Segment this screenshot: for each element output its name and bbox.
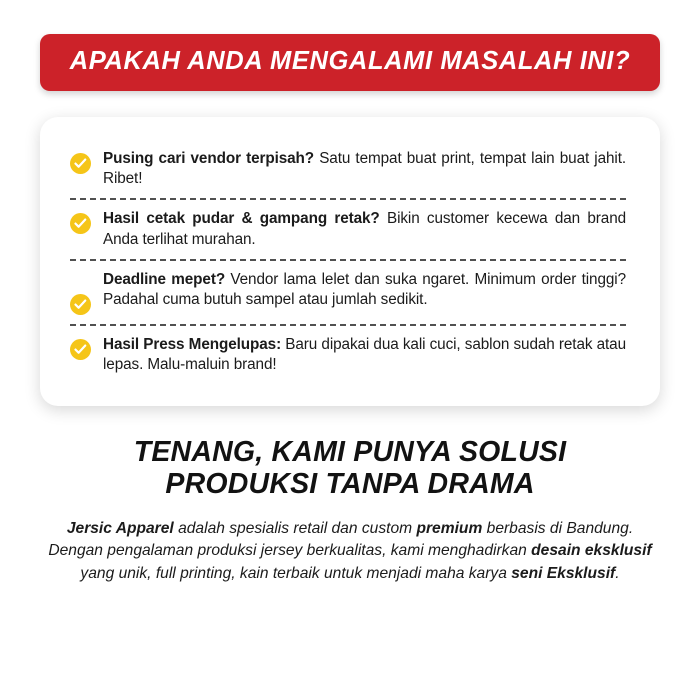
list-item bbox=[70, 270, 626, 315]
brand-name: Jersic Apparel bbox=[66, 520, 174, 538]
list-item-rest: Satu tempat buat print, tempat lain buat jahit. Ribet! bbox=[103, 149, 626, 188]
desc-seg7: seni Eksklusif bbox=[511, 564, 616, 582]
solution-heading bbox=[40, 436, 660, 500]
problem-list-card bbox=[40, 117, 660, 406]
list-item-emphasis: Deadline mepet? bbox=[103, 271, 226, 289]
check-icon bbox=[70, 339, 91, 360]
solution-heading-line2: PRODUKSI TANPA DRAMA bbox=[165, 468, 535, 501]
list-item-emphasis: Hasil cetak pudar & gampang retak? bbox=[103, 210, 380, 228]
check-icon bbox=[70, 153, 91, 174]
list-item bbox=[70, 335, 626, 376]
desc-seg6: yang unik, full printing, kain terbaik untuk menjadi maha karya bbox=[80, 564, 512, 582]
list-item-text bbox=[103, 149, 626, 190]
divider bbox=[70, 198, 626, 200]
desc-seg4: berbasis di Bandung. Dengan pengalaman produksi jersey berkualitas, kami menghadirkan bbox=[48, 520, 634, 560]
list-item-text bbox=[103, 270, 626, 311]
desc-seg3: premium bbox=[416, 520, 483, 538]
divider bbox=[70, 259, 626, 261]
banner-title: APAKAH ANDA MENGALAMI MASALAH INI? bbox=[69, 47, 631, 75]
list-item bbox=[70, 149, 626, 190]
desc-seg5: desain eksklusif bbox=[531, 542, 652, 560]
desc-seg8: . bbox=[615, 564, 620, 582]
list-item-rest: Baru dipakai dua kali cuci, sablon sudah retak atau lepas. Malu-maluin brand! bbox=[103, 336, 626, 374]
list-item-rest: Vendor lama lelet dan suka ngaret. Minimum order tinggi? Padahal cuma butuh sampel atau jumlah sedikit. bbox=[103, 271, 626, 309]
list-item-text bbox=[103, 335, 626, 376]
list-item-emphasis: Hasil Press Mengelupas: bbox=[103, 336, 282, 354]
solution-heading-line1: TENANG, KAMI PUNYA SOLUSI bbox=[133, 435, 567, 468]
check-icon bbox=[70, 294, 91, 315]
list-item bbox=[70, 209, 626, 250]
check-icon bbox=[70, 213, 91, 234]
divider bbox=[70, 324, 626, 326]
company-description bbox=[40, 518, 660, 584]
list-item-emphasis: Pusing cari vendor terpisah? bbox=[103, 149, 315, 167]
list-item-text bbox=[103, 209, 626, 250]
headline-banner bbox=[40, 34, 660, 91]
list-item-rest: Bikin customer kecewa dan brand Anda terlihat murahan. bbox=[103, 210, 627, 248]
desc-seg2: adalah spesialis retail dan custom bbox=[173, 520, 417, 538]
